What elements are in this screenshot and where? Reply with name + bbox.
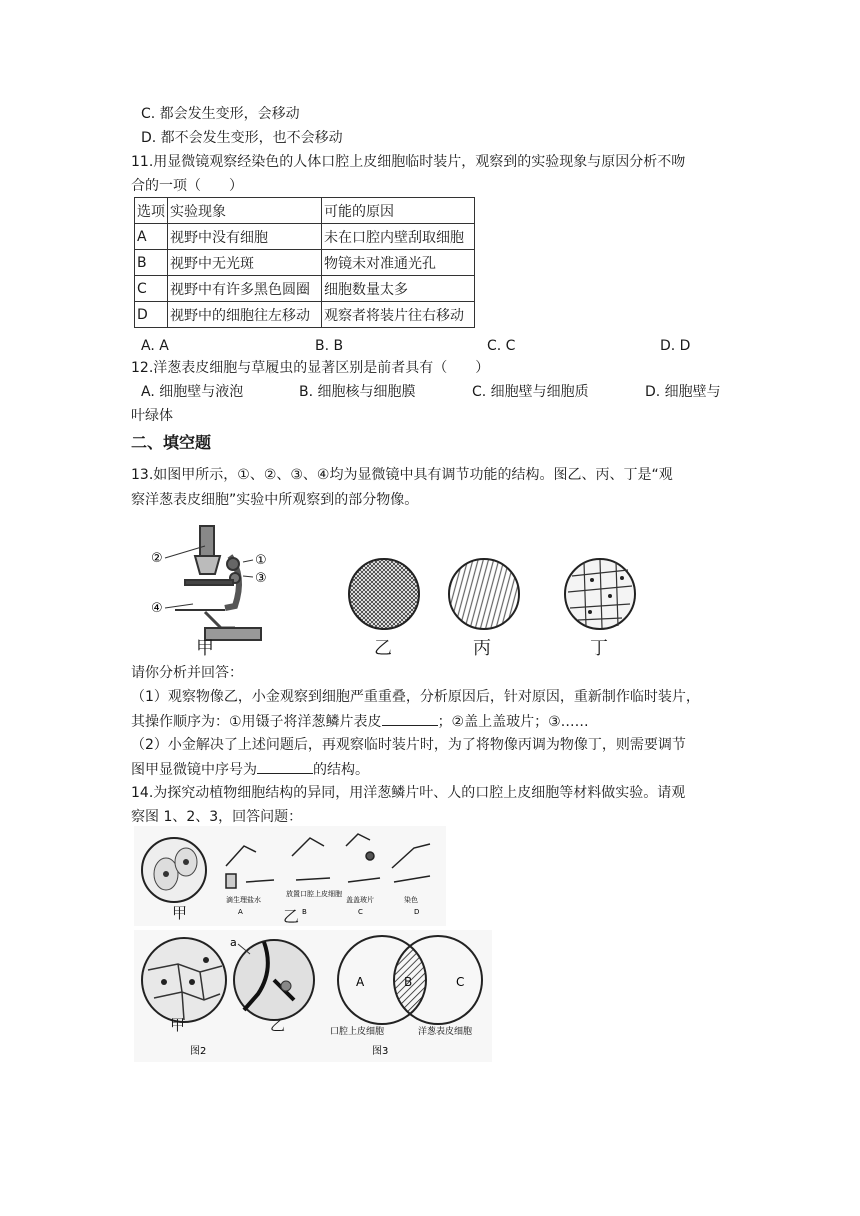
q14-stem-line2: 察图 1、2、3，回答问题： <box>131 809 303 825</box>
answer-blank-2[interactable] <box>257 759 313 774</box>
table-cell: 视野中有许多黑色圆圈 <box>168 276 322 302</box>
figure-2 <box>134 930 326 1062</box>
q11-table <box>134 197 475 328</box>
view-bing-figure <box>446 556 522 632</box>
step-label-c: 盖盖玻片 <box>346 896 374 904</box>
step-label-a: 滴生理盐水 <box>226 896 261 904</box>
fig2-label-a: a <box>230 936 237 949</box>
q10-option-c: C. 都会发生变形，会移动 <box>141 106 300 122</box>
table-cell: 观察者将装片往右移动 <box>322 302 475 328</box>
table-cell: A <box>135 224 168 250</box>
table-row <box>135 224 475 250</box>
venn-label-right: 洋葱表皮细胞 <box>418 1027 473 1037</box>
table-cell: 未在口腔内壁刮取细胞 <box>322 224 475 250</box>
fig2-caption-yi: 乙 <box>270 1016 286 1034</box>
table-cell: 视野中无光斑 <box>168 250 322 276</box>
q12-option-b: B. 细胞核与细胞膜 <box>299 384 416 400</box>
q12-option-c: C. 细胞壁与细胞质 <box>472 384 589 400</box>
q12-option-d-continued: 叶绿体 <box>131 408 173 424</box>
q14-stem-line1: 14.为探究动植物细胞结构的异同，用洋葱鳞片叶、人的口腔上皮细胞等材料做实验。请观 <box>131 785 686 801</box>
table-cell: 视野中的细胞往左移动 <box>168 302 322 328</box>
table-cell: C <box>135 276 168 302</box>
table-cell: D <box>135 302 168 328</box>
q12-option-d: D. 细胞壁与 <box>645 384 721 400</box>
table-cell: B <box>135 250 168 276</box>
section-heading: 二、填空题 <box>131 433 212 452</box>
fig1-caption-jia: 甲 <box>172 904 188 922</box>
q13-sub2-line2-start: 图甲显微镜中序号为 <box>131 762 257 778</box>
q11-option-a: A. A <box>141 338 169 354</box>
table-cell: 物镜未对准通光孔 <box>322 250 475 276</box>
q13-stem-line1: 13.如图甲所示，①、②、③、④均为显微镜中具有调节功能的结构。图乙、丙、丁是“观 <box>131 467 673 483</box>
table-header-reason: 可能的原因 <box>322 198 475 224</box>
label-3: ③ <box>255 571 267 586</box>
q13-sub1-line2-start: 其操作顺序为：①用镊子将洋葱鳞片表皮 <box>131 714 382 730</box>
label-2: ② <box>151 551 163 566</box>
table-cell: 细胞数量太多 <box>322 276 475 302</box>
step-letter-d: D <box>414 908 420 916</box>
label-1: ① <box>255 553 267 568</box>
q13-sub1-line2-end: ；②盖上盖玻片；③…… <box>437 714 589 730</box>
q13-sub2-line1: （2）小金解决了上述问题后，再观察临时装片时，为了将物像丙调为物像丁，则需要调节 <box>131 737 686 753</box>
fig1-caption-yi: 乙 <box>283 907 300 926</box>
q13-sub2-line2-end: 的结构。 <box>313 762 369 778</box>
step-letter-c: C <box>358 908 363 916</box>
venn-region-a: A <box>356 975 365 989</box>
q11-stem-line2: 合的一项（ ） <box>131 178 243 194</box>
step-letter-b: B <box>302 908 307 916</box>
step-label-b: 放置口腔上皮细胞 <box>286 890 342 898</box>
fig2-caption-jia: 甲 <box>170 1016 186 1034</box>
table-row <box>135 302 475 328</box>
q12-stem: 12.洋葱表皮细胞与草履虫的显著区别是前者具有（ ） <box>131 360 490 376</box>
venn-region-c: C <box>456 975 465 989</box>
caption-yi: 乙 <box>374 638 392 659</box>
caption-bing: 丙 <box>473 638 491 659</box>
step-letter-a: A <box>238 908 243 916</box>
answer-blank-1[interactable] <box>382 711 438 726</box>
caption-ding: 丁 <box>590 638 608 659</box>
q11-option-c: C. C <box>487 338 516 354</box>
q13-stem-line2: 察洋葱表皮细胞”实验中所观察到的部分物像。 <box>131 492 419 508</box>
label-4: ④ <box>151 601 163 616</box>
table-header-phenomenon: 实验现象 <box>168 198 322 224</box>
q13-prompt: 请你分析并回答： <box>131 665 243 681</box>
q11-stem-line1: 11.用显微镜观察经染色的人体口腔上皮细胞临时装片，观察到的实验现象与原因分析不吻 <box>131 154 686 170</box>
table-row <box>135 250 475 276</box>
q12-option-a: A. 细胞壁与液泡 <box>141 384 244 400</box>
view-yi-figure <box>346 556 422 632</box>
step-label-d: 染色 <box>404 896 418 904</box>
table-cell: 视野中没有细胞 <box>168 224 322 250</box>
figure-3-venn <box>326 930 492 1062</box>
fig2-title: 图2 <box>190 1046 207 1057</box>
table-row <box>135 276 475 302</box>
caption-jia: 甲 <box>196 638 214 659</box>
q13-sub2-line2 <box>131 759 369 780</box>
q11-option-d: D. D <box>660 338 691 354</box>
venn-label-left: 口腔上皮细胞 <box>330 1027 385 1037</box>
venn-region-b: B <box>404 975 413 989</box>
q13-sub1-line2 <box>131 711 589 732</box>
q10-option-d: D. 都不会发生变形，也不会移动 <box>141 130 343 146</box>
q13-sub1-line1: （1）观察物像乙，小金观察到细胞严重重叠，分析原因后，针对原因，重新制作临时装片， <box>131 689 700 705</box>
table-header-row <box>135 198 475 224</box>
table-header-option: 选项 <box>135 198 168 224</box>
fig3-title: 图3 <box>372 1046 389 1057</box>
view-ding-figure <box>562 556 638 632</box>
q11-option-b: B. B <box>315 338 344 354</box>
